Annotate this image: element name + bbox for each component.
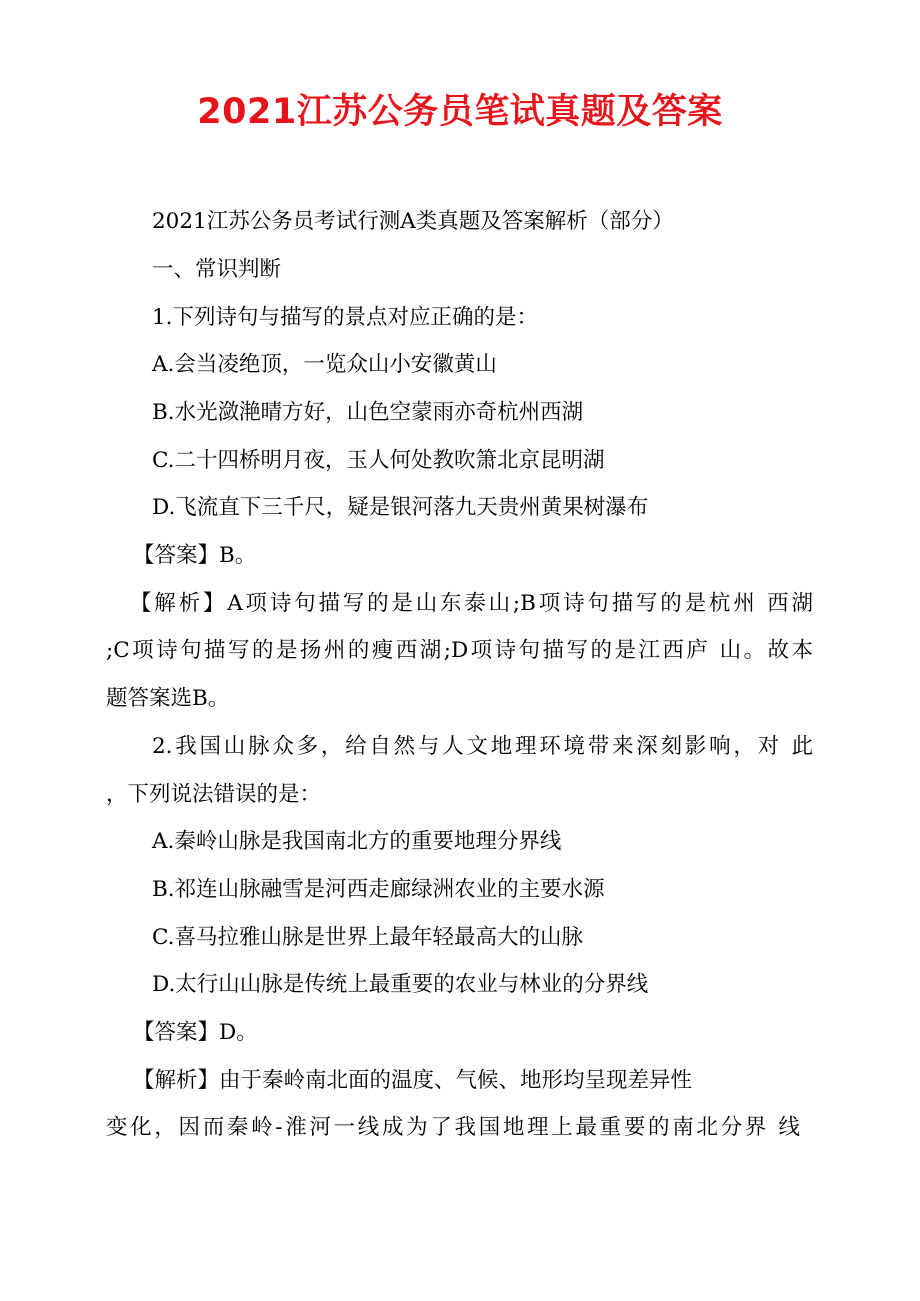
question-1: 1.下列诗句与描写的景点对应正确的是： (152, 305, 539, 330)
question-2-answer: 【答案】D。 (133, 1020, 258, 1045)
question-1-explanation-line-3: 题答案选B。 (106, 686, 230, 711)
question-2-option-b: B.祁连山脉融雪是河西走廊绿洲农业的主要水源 (152, 877, 605, 902)
question-1-explanation-line-1: 【解析】A项诗句描写的是山东泰山;B项诗句描写的是杭州 西湖 (130, 591, 813, 616)
question-1-option-a: A.会当凌绝顶，一览众山小安徽黄山 (152, 352, 497, 377)
question-2-explanation-line-2: 变化，因而秦岭-淮河一线成为了我国地理上最重要的南北分界 线 (106, 1115, 800, 1140)
question-2-option-d: D.太行山山脉是传统上最重要的农业与林业的分界线 (152, 972, 649, 997)
section-heading: 一、常识判断 (152, 257, 282, 282)
document-title: 2021江苏公务员笔试真题及答案 (197, 92, 723, 132)
question-2-line-1: 2.我国山脉众多，给自然与人文地理环境带来深刻影响，对 此 (152, 734, 813, 759)
question-2-line-2: ，下列说法错误的是： (106, 782, 322, 807)
question-2-option-c: C.喜马拉雅山脉是世界上最年轻最高大的山脉 (152, 925, 584, 950)
question-1-option-c: C.二十四桥明月夜，玉人何处教吹箫北京昆明湖 (152, 448, 605, 473)
question-1-option-d: D.飞流直下三千尺，疑是银河落九天贵州黄果树瀑布 (152, 495, 649, 520)
question-1-option-b: B.水光潋滟晴方好，山色空蒙雨亦奇杭州西湖 (152, 400, 584, 425)
subtitle-line: 2021江苏公务员考试行测A类真题及答案解析（部分） (152, 209, 674, 234)
question-2-explanation-line-1: 【解析】由于秦岭南北面的温度、气候、地形均呈现差异性 (133, 1068, 693, 1093)
question-2-option-a: A.秦岭山脉是我国南北方的重要地理分界线 (152, 829, 562, 854)
question-1-explanation-line-2: ;C项诗句描写的是扬州的瘦西湖;D项诗句描写的是江西庐 山。故本 (106, 638, 813, 663)
question-1-answer: 【答案】B。 (133, 543, 257, 568)
